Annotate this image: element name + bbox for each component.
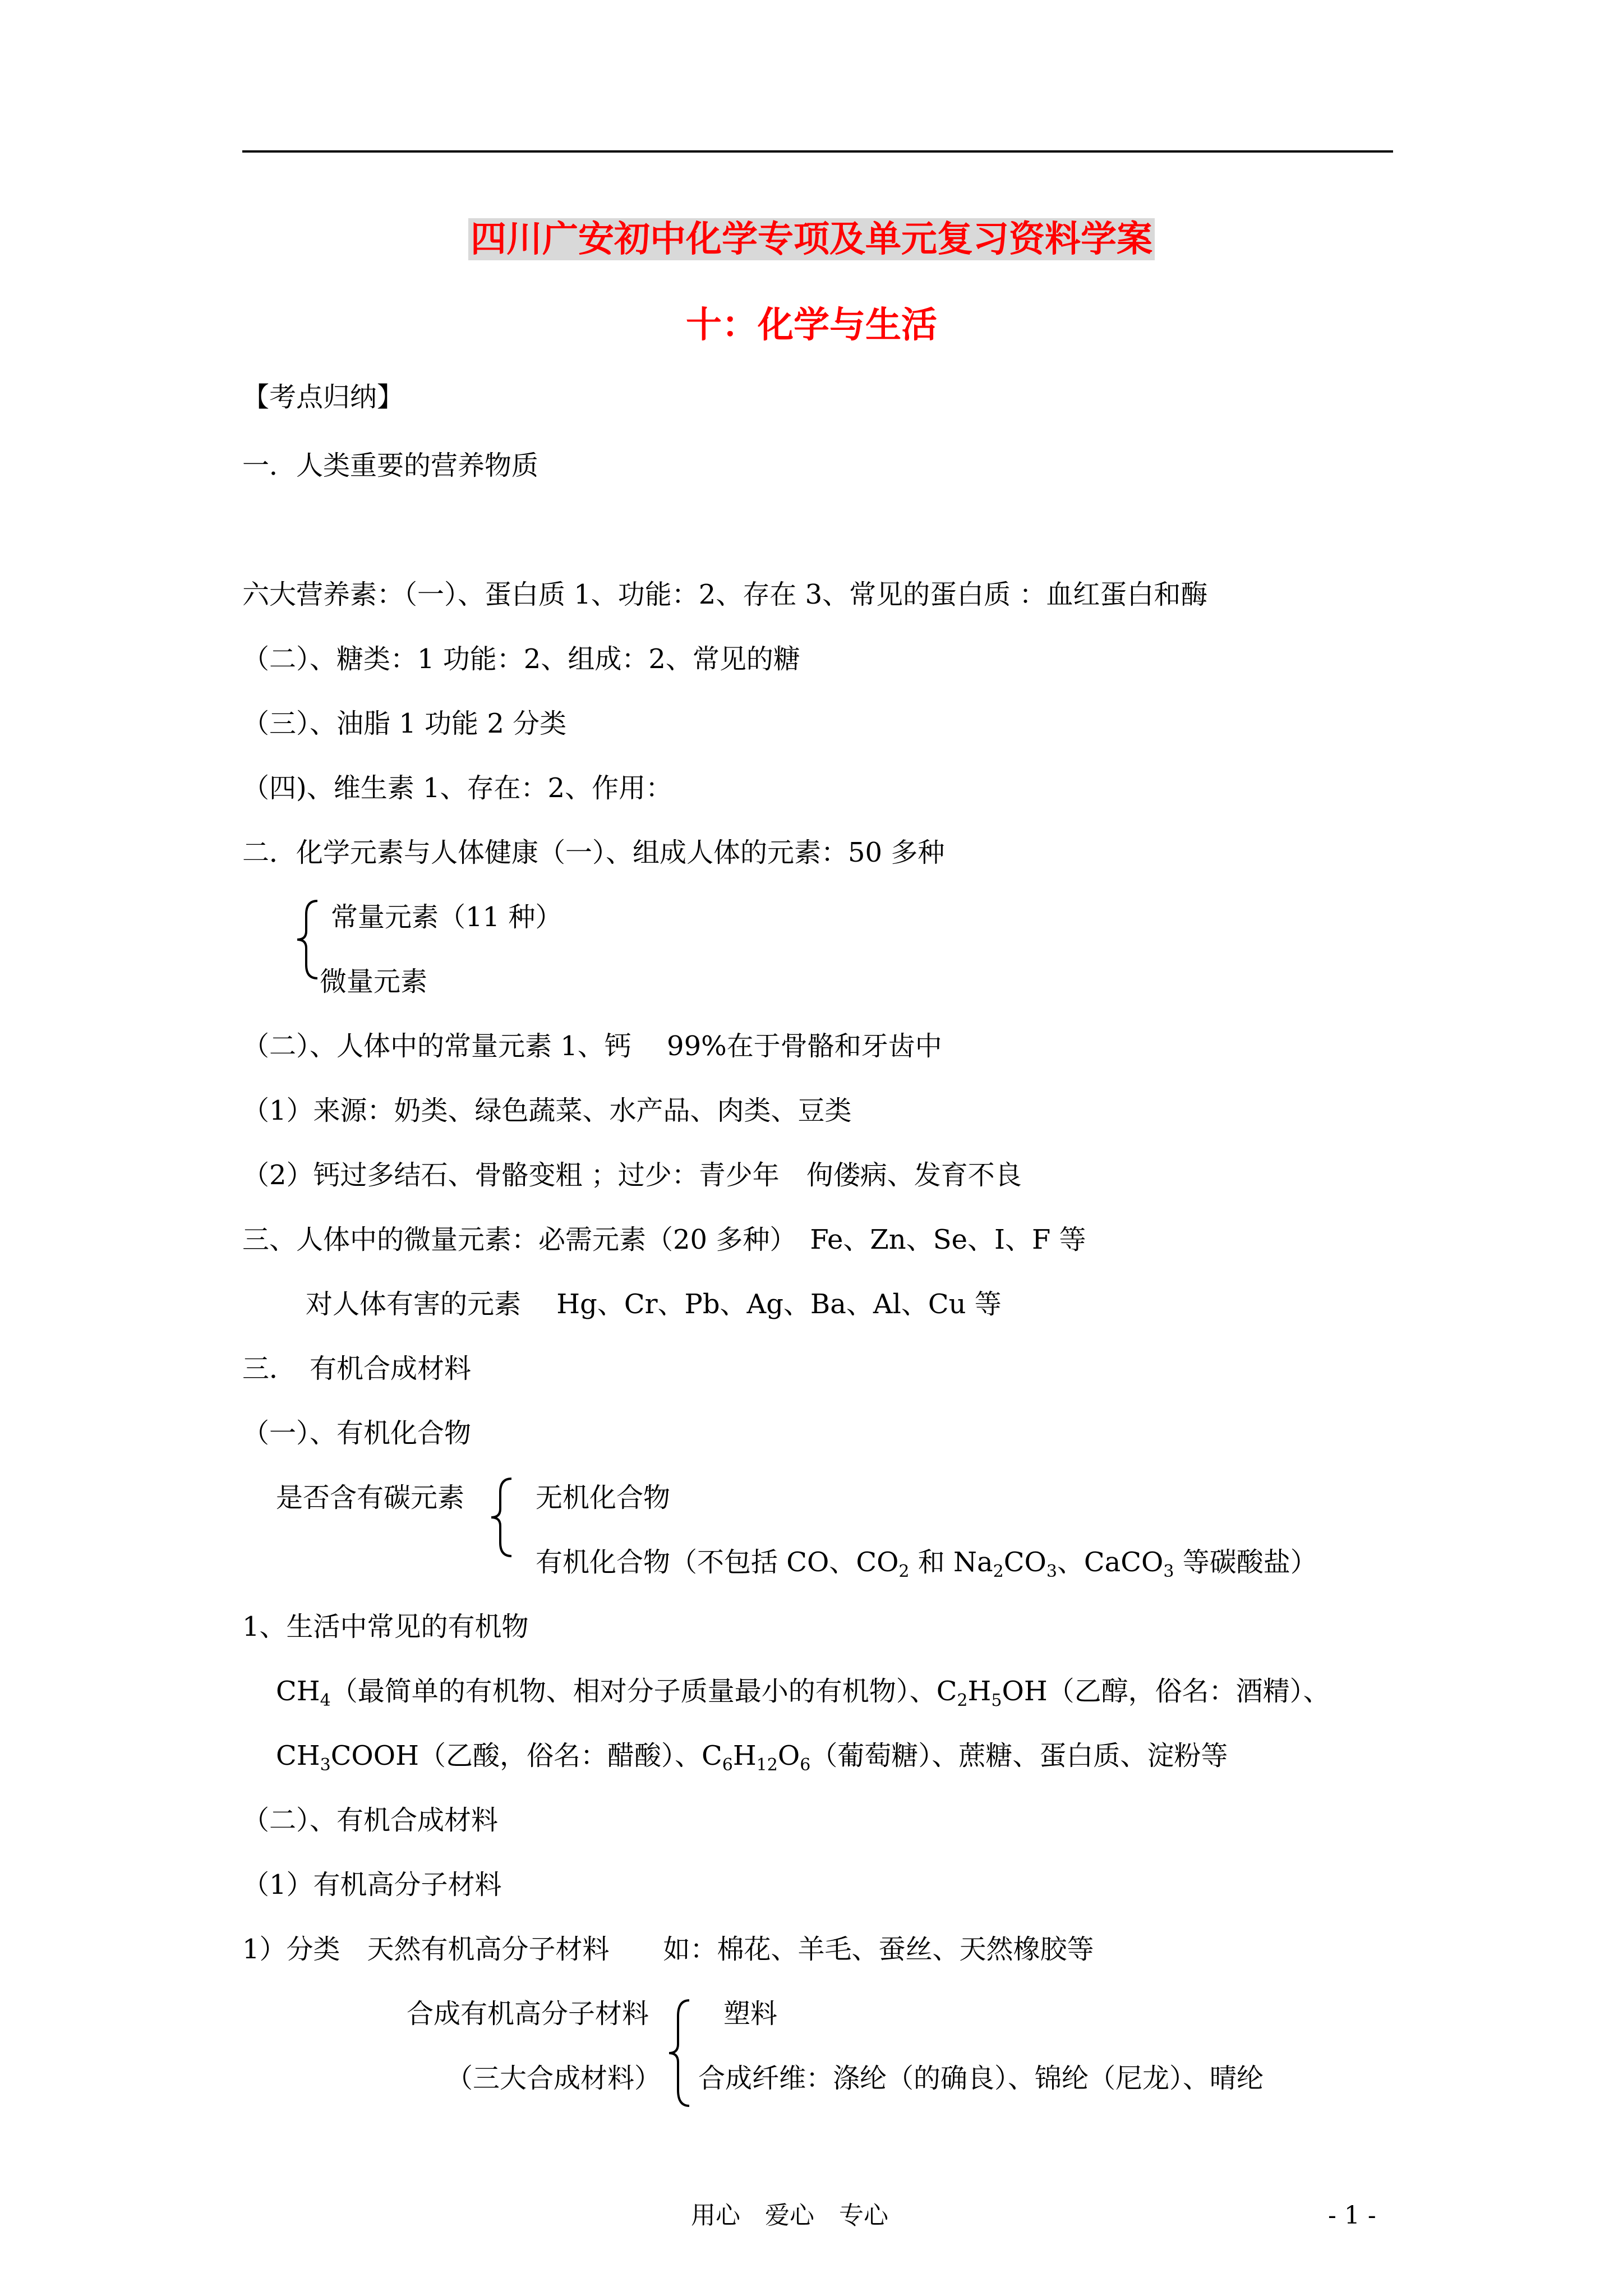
text-line: $CH_4$（最简单的有机物、相对分子质量最小的有机物）、$C_2H_5OH$（乙醇，俗名：酒精）、: [276, 1676, 1330, 1710]
text-line: （三大合成材料）: [446, 2063, 662, 2094]
section-heading: 一．人类重要的营养物质: [242, 450, 539, 481]
text-line: （二）、有机合成材料: [242, 1805, 499, 1836]
text-line: 对人体有害的元素 Hg、Cr、Pb、Ag、Ba、Al、Cu 等: [306, 1289, 1002, 1320]
left-brace-icon: [487, 1475, 515, 1559]
text-line: 微量元素: [320, 966, 428, 997]
text-line: 塑料: [723, 1998, 778, 2030]
section-heading: 三． 有机合成材料: [242, 1353, 472, 1384]
text-line: 1）分类 天然有机高分子材料 如：棉花、羊毛、蚕丝、天然橡胶等: [242, 1934, 1094, 1965]
document-subtitle: 十：化学与生活: [686, 304, 937, 346]
text-line: （三）、油脂 1 功能 2 分类: [242, 708, 567, 739]
text-line: （一）、有机化合物: [242, 1418, 472, 1449]
text-line: （1）有机高分子材料: [242, 1869, 502, 1901]
text-line: （四)、维生素 1、存在：2、作用：: [242, 772, 673, 804]
header-rule: [242, 150, 1393, 153]
text-line: 合成纤维：涤纶（的确良）、锦纶（尼龙）、晴纶: [698, 2063, 1264, 2094]
left-brace-icon: [293, 898, 321, 982]
section-heading: 三、人体中的微量元素：必需元素（20 多种） Fe、Zn、Se、I、F 等: [242, 1224, 1086, 1255]
footer-motto: 用心 爱心 专心: [691, 2201, 888, 2230]
text-line: （1）来源：奶类、绿色蔬菜、水产品、肉类、豆类: [242, 1095, 852, 1126]
page-number: - 1 -: [1328, 2201, 1376, 2230]
text-line: 1、生活中常见的有机物: [242, 1611, 529, 1642]
text-line: 有机化合物（不包括 CO、$CO_2$ 和 $Na_2CO_3$、CaCO$_3$ 等碳酸盐）: [536, 1547, 1317, 1581]
document-title: 四川广安初中化学专项及单元复习资料学案: [0, 214, 1623, 265]
text-line: 合成有机高分子材料: [407, 1998, 649, 2030]
text-line: （二）、人体中的常量元素 1、钙 99%在于骨骼和牙齿中: [242, 1030, 942, 1062]
text-line: 常量元素（11 种）: [331, 901, 562, 933]
text-line: 无机化合物: [536, 1482, 671, 1513]
section-label: 【考点归纳】: [242, 381, 404, 413]
text-line: （2）钙过多结石、骨骼变粗 ；过少：青少年 佝偻病、发育不良: [242, 1159, 1022, 1191]
text-line: （二）、糖类：1 功能：2、组成：2、常见的糖: [242, 643, 800, 675]
text-line: 六大营养素：（一）、蛋白质 1、功能：2、存在 3、常见的蛋白质 ：血红蛋白和酶: [242, 579, 1208, 610]
text-line: $CH_3COOH$（乙酸，俗名：醋酸）、$C_6H_{12}O_6$（葡萄糖）、蔗糖、蛋白质、淀粉等: [276, 1740, 1228, 1775]
text-line: 是否含有碳元素: [276, 1482, 465, 1513]
left-brace-icon: [665, 1997, 693, 2109]
section-heading: 二．化学元素与人体健康（一）、组成人体的元素：50 多种: [242, 837, 945, 868]
